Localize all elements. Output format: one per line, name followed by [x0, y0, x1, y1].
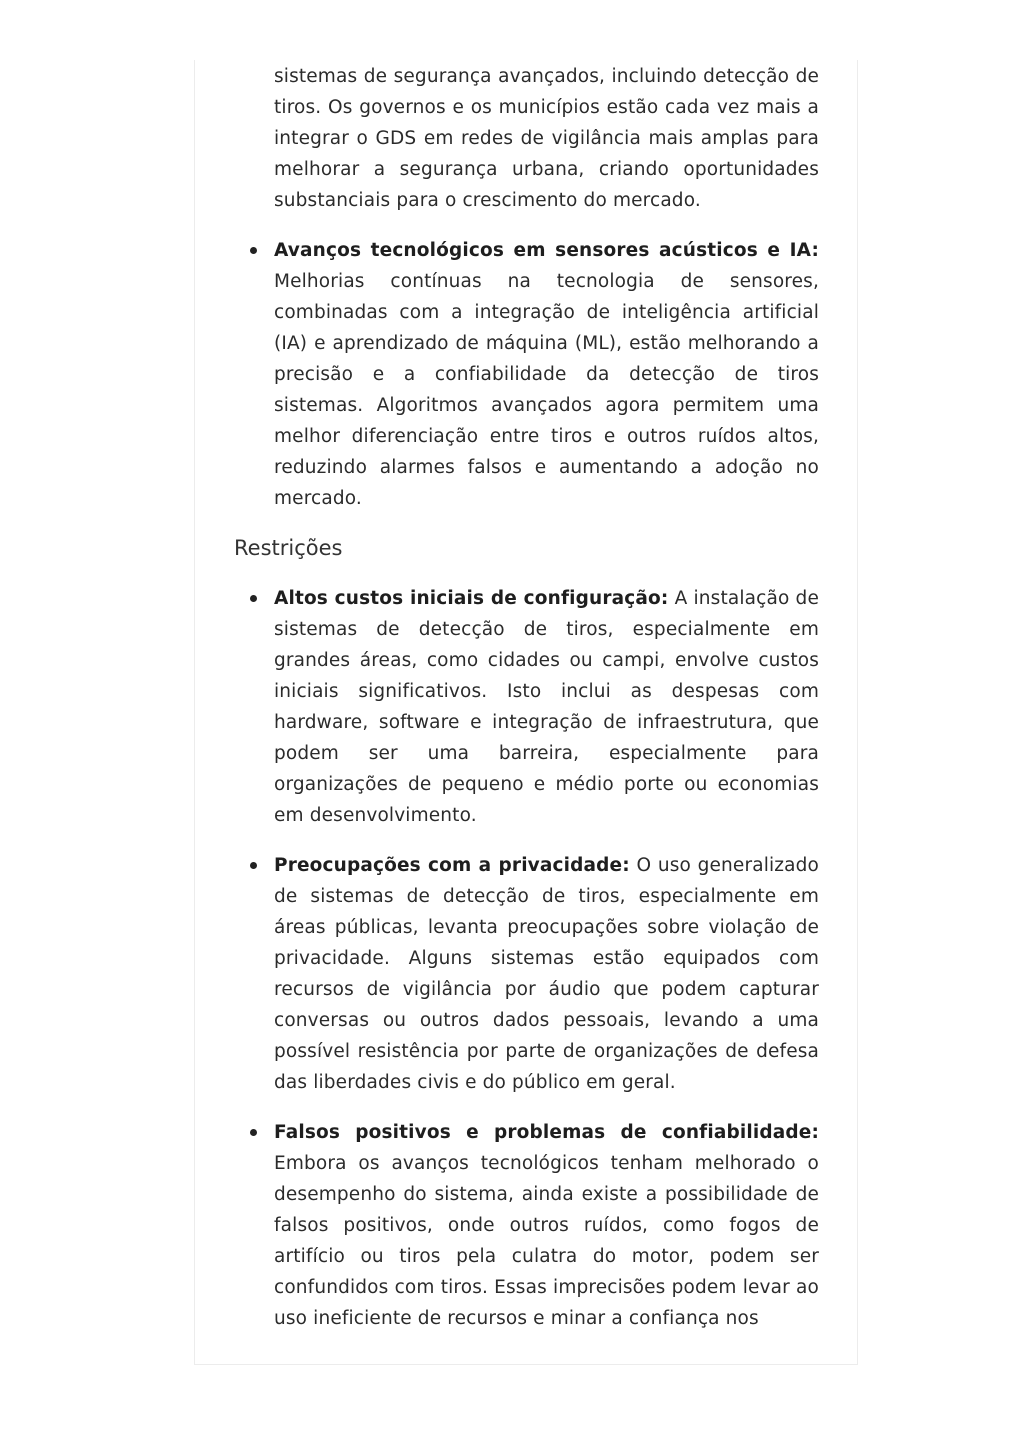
intro-paragraph: sistemas de segurança avançados, incluindo detecção de tiros. Os governos e os municípios estão cada vez mais a integrar o GDS em redes de vigilância mais amplas para melhorar a segurança urbana, criando oportunidades substanciais para o crescimento do mercado.	[274, 66, 819, 211]
bullet-icon	[250, 247, 257, 254]
list-item-text: Melhorias contínuas na tecnologia de sensores, combinadas com a integração de inteligência artificial (IA) e aprendizado de máquina (ML), estão melhorando a precisão e a confiabilidade da detecção de tiros sistemas. Algoritmos avançados agora permitem uma melhor diferenciação entre tiros e outros ruídos altos, reduzindo alarmes falsos e aumentando a adoção no mercado.	[274, 271, 819, 509]
document-content	[234, 61, 819, 1334]
list-item-restrictions-2	[234, 1117, 819, 1334]
list-item-lead: Falsos positivos e problemas de confiabilidade:	[274, 1122, 819, 1143]
list-item-restrictions-0	[234, 583, 819, 831]
bullet-icon	[250, 862, 257, 869]
list-item-text: A instalação de sistemas de detecção de tiros, especialmente em grandes áreas, como cidades ou campi, envolve custos iniciais significativos. Isto inclui as despesas com hardware, software e integração de infraestrutura, que podem ser uma barreira, especialmente para organizações de pequeno e médio porte ou economias em desenvolvimento.	[274, 588, 819, 826]
list-item-text: O uso generalizado de sistemas de detecção de tiros, especialmente em áreas públicas, levanta preocupações sobre violação de privacidade. Alguns sistemas estão equipados com recursos de vigilância por áudio que podem capturar conversas ou outros dados pessoais, levando a uma possível resistência por parte de organizações de defesa das liberdades civis e do público em geral.	[274, 855, 819, 1093]
list-item-lead: Altos custos iniciais de configuração:	[274, 588, 669, 609]
restrictions-list	[234, 583, 819, 1334]
bullet-icon	[250, 595, 257, 602]
list-item-drivers-0	[234, 235, 819, 514]
section-heading-restrictions: Restrições	[234, 536, 343, 560]
list-item-lead: Avanços tecnológicos em sensores acústicos e IA:	[274, 240, 819, 261]
drivers-list	[234, 235, 819, 514]
list-item-lead: Preocupações com a privacidade:	[274, 855, 630, 876]
list-item-restrictions-1	[234, 850, 819, 1098]
bullet-icon	[250, 1129, 257, 1136]
list-item-text: Embora os avanços tecnológicos tenham melhorado o desempenho do sistema, ainda existe a possibilidade de falsos positivos, onde outros ruídos, como fogos de artifício ou tiros pela culatra do motor, podem ser confundidos com tiros. Essas imprecisões podem levar ao uso ineficiente de recursos e minar a confiança nos	[274, 1153, 819, 1329]
document-page	[194, 60, 858, 1365]
